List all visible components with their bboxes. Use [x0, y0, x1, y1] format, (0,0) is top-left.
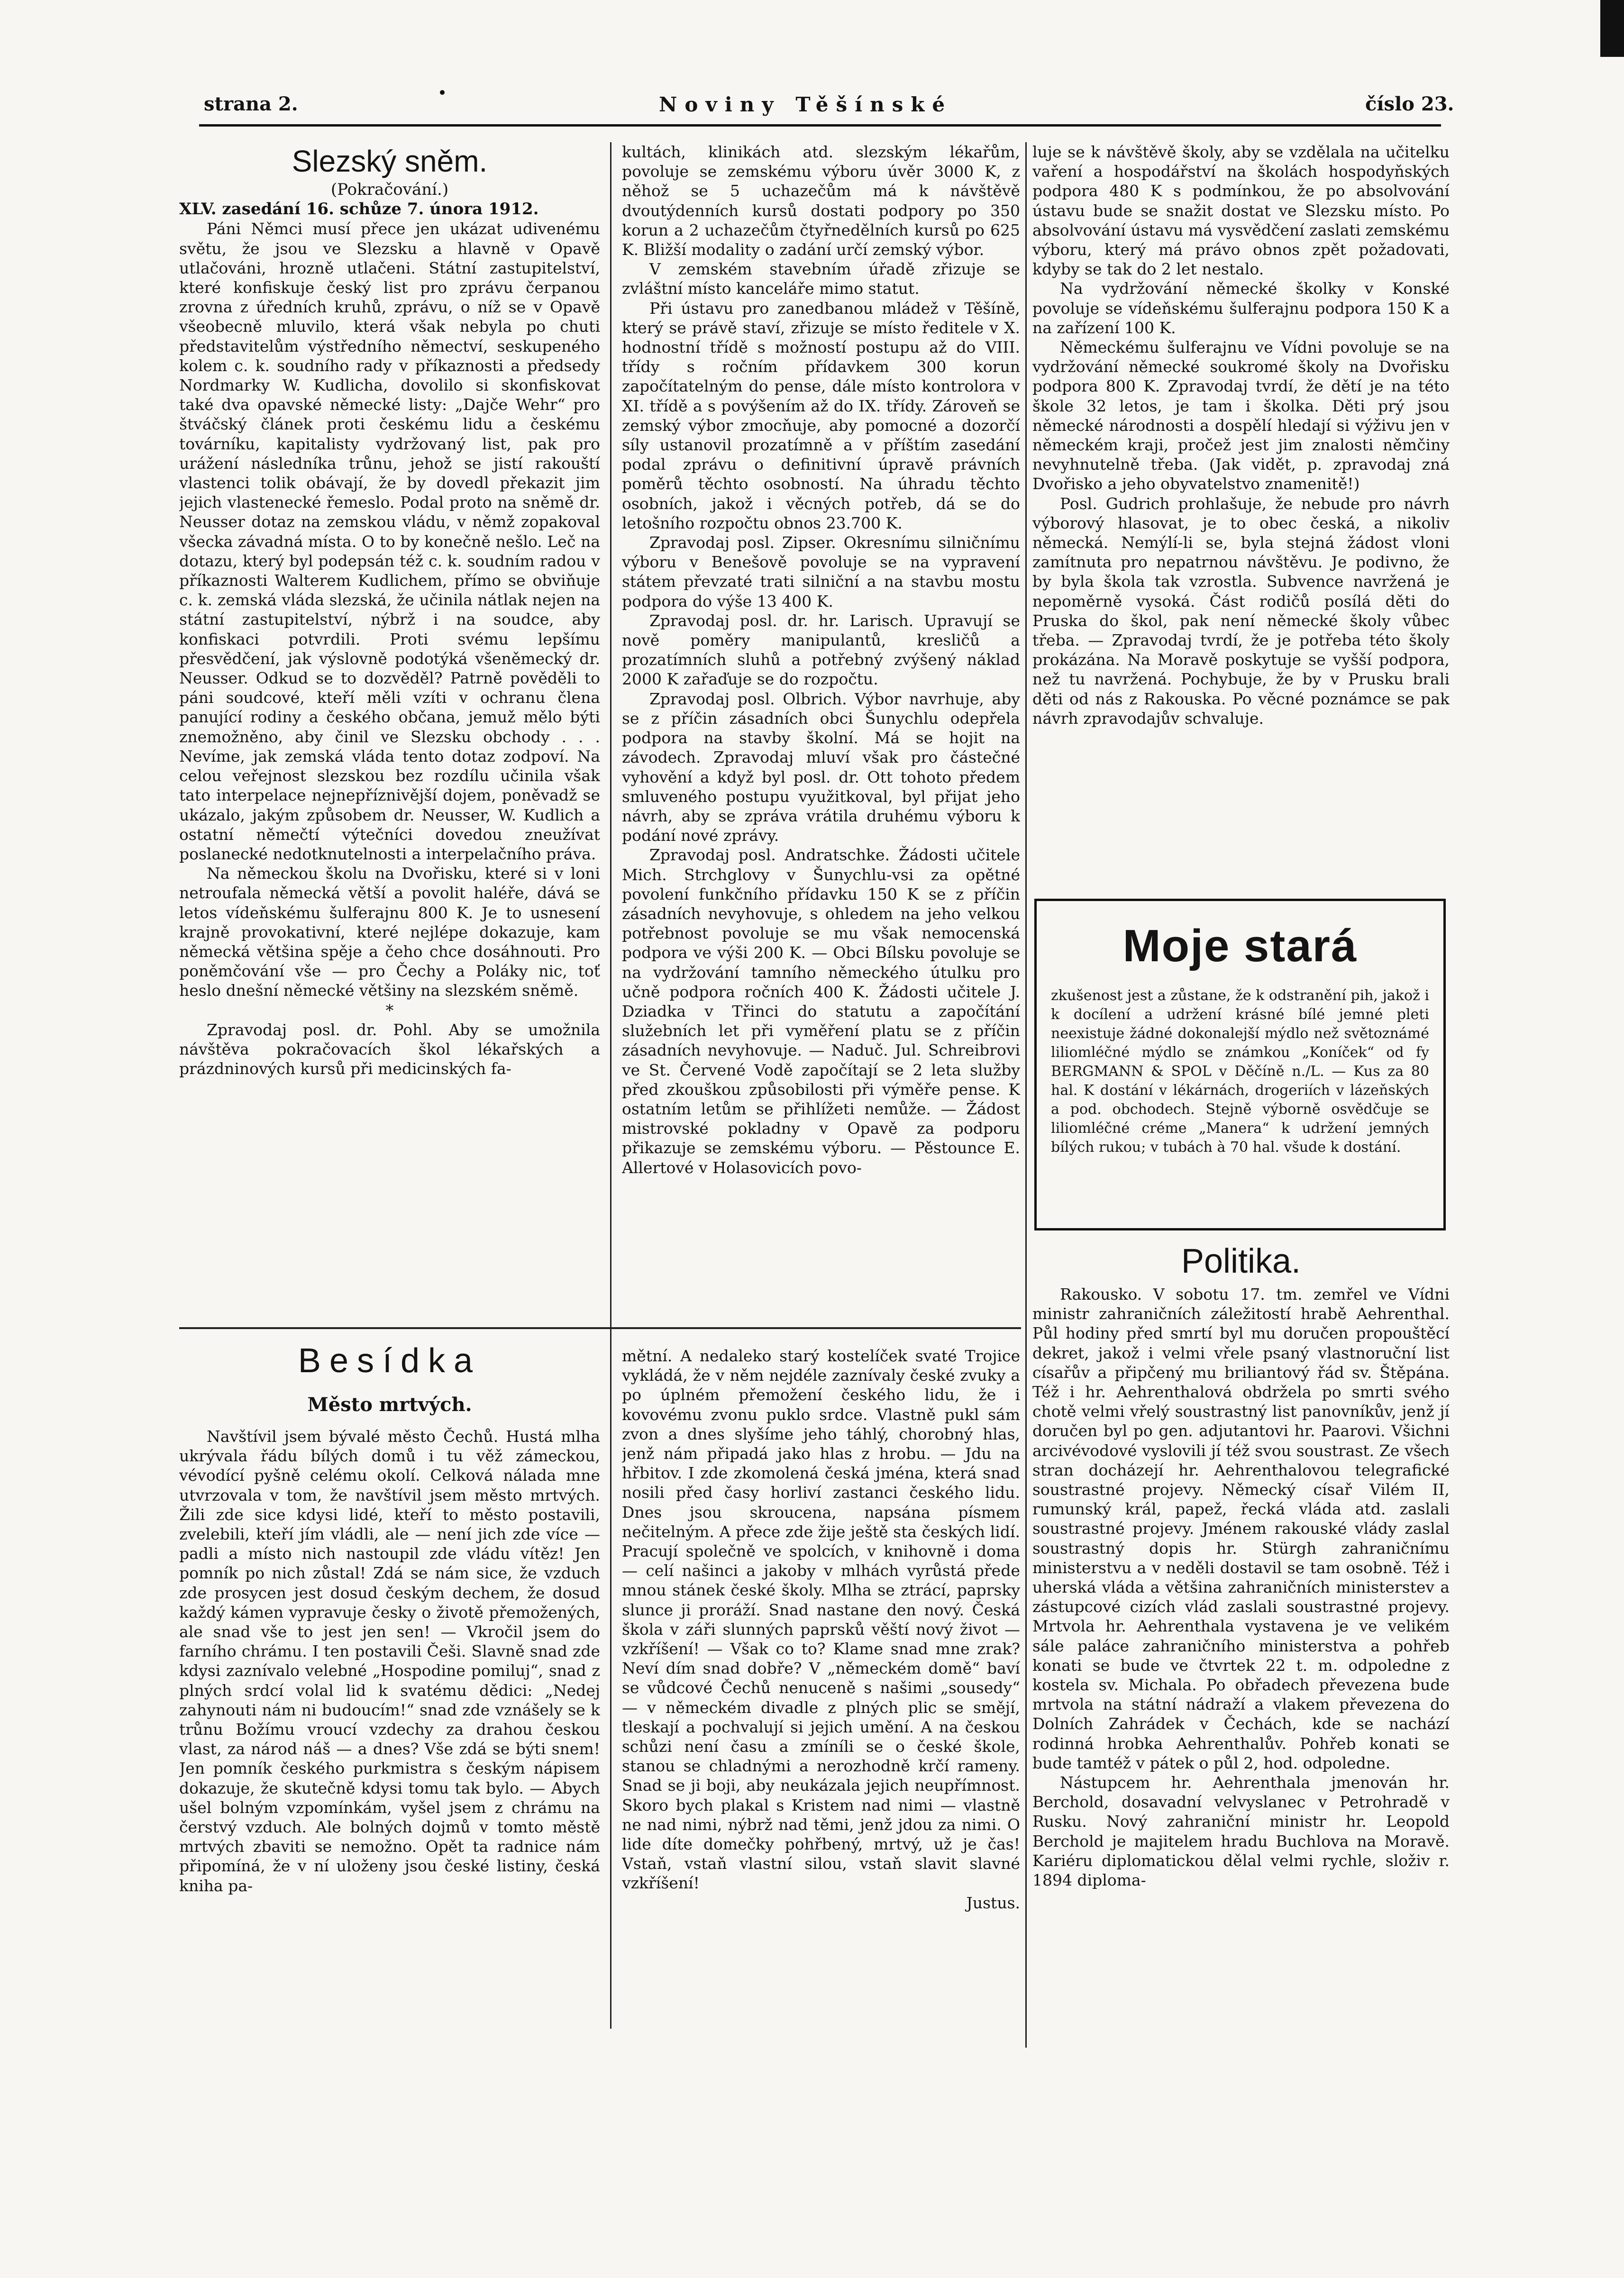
column-slezsky-snem — [179, 142, 600, 1270]
separator-star: * — [385, 1001, 394, 1020]
besidka-heading: Besídka — [298, 1342, 482, 1380]
scan-edge-mark — [1600, 0, 1624, 57]
column-divider-2 — [1025, 142, 1027, 1356]
article-subtitle: (Pokračování.) — [330, 180, 449, 199]
paragraph: Německému šulferajnu ve Vídni povoluje se na vydržování německé soukromé školy na Dvořisku podpora 800 K. Zpravodaj tvrdí, že dětí je na této škole 32 letos, je tam i školka. Děti prý jsou německé národnosti a dospělí hledají si výživu jen v německém kraji, pročež jest jim znalosti němčiny nevyhnutelně třeba. (Jak vidět, p. zpravodaj zná Dvořisko a jeho obyvatelstvo znamenitě!) — [1032, 338, 1450, 493]
paragraph: Zpravodaj posl. Olbrich. Výbor navrhuje, aby se z příčin zásadních obci Šunychlu odepřela podpora na stavby školní. Má se hojit na závodech. Zpravodaj mluví však pro částečné vyhovění a když byl posl. dr. Ott tohoto předem smluveného postupu využitkoval, byl přijat jeho návrh, aby se zpráva vrátila druhému výboru k podání nové zprávy. — [622, 689, 1020, 845]
paragraph: luje se k návštěvě školy, aby se vzdělala na učitelku vaření a hospodářství na školách hospodyňských podpora 480 K s podmínkou, že po absolvování ústavu bude se snažit dostat ve Slezsku místo. Po absolvování ústavu má vysvědčení zaslati zemskému výboru, který má právo obnos zpět požadovati, kdyby se tak do 2 let nestalo. — [1032, 143, 1450, 279]
ad-title: Moje stará — [1122, 920, 1358, 971]
paragraph: mětní. A nedaleko starý kostelíček svaté Trojice vykládá, že v něm nejdéle zaznívaly české zvuky a po úplném přemožení českého lidu, že i kovovému zvonu puklo srdce. Vlastně pukl sám zvon a dnes slyšíme jeho táhlý, chorobný hlas, jenž nám připadá jako hlas z hrobu. — Jdu na hřbitov. I zde zkomolená česká jména, která snad nosili před časy horliví zastanci českého lidu. Dnes jsou skroucena, napsána písmem nečitelným. A přece zde žije ještě sta českých lidí. Pracují společně ve spolcích, v knihovně i doma — celí našinci a jakoby v mlhách vyrůstá přede mnou stánek české školy. Mlha se ztrácí, paprsky slunce ji proráží. Snad nastane den nový. Česká škola v záři slunných paprsků věští nový život — vzkříšení! — Však co to? Klame snad mne zrak? Neví dím snad dobře? V „německém domě“ baví se vůdcové Čechů nenuceně s našimi „sousedy“ — v německém divadle z plných plic se smějí, tleskají a pochvalují si jejich umění. A na českou schůzi není času a zmíníli se o české škole, stanou se chladnými a nerozhodně krčí rameny. Snad se ji boji, aby neukázala jejich neupřímnost. Skoro bych plakal s Kristem nad nimi — vlastně ne nad nimi, nýbrž nad těmi, jenž jdou za nimi. O lide díte domečky pohřbený, mrtvý, už je čas! Vstaň, vstaň vlastní silou, vstaň slavit slavné vzkříšení! — [622, 1347, 1020, 1893]
column-3-top — [1032, 142, 1450, 872]
column-politika — [1032, 1285, 1450, 2048]
column-2-top — [622, 142, 1020, 1270]
column-besidka-2 — [622, 1346, 1020, 2029]
story-title: Město mrtvých. — [307, 1394, 472, 1416]
signature: Justus. — [966, 1893, 1020, 1912]
paragraph: kultách, klinikách atd. slezským lékařům, povoluje se zemskému výboru úvěr 3000 K, z něhož se 5 uchazečům má k návštěvě dvoutýdenních kursů dostati podpory po 350 korun a 2 uchazečům čtyřnedělních kursů po 625 K. Bližší modality o zadání určí zemský výbor. — [622, 143, 1020, 259]
column-divider-4 — [1025, 1280, 1027, 2048]
paragraph: Na německou školu na Dvořisku, které si v loni netroufala německá větší a povolit haléře, dává se letos vídeňskému šulferajnu 800 K. Je to usnesení krajně provokativní, které nejlépe dokazuje, kam německá většina spěje a čeho chce dosáhnouti. Pro poněmčování vše — pro Čechy a Poláky nic, toť heslo dnešní německé většiny na slezském sněmě. — [179, 864, 600, 1000]
politika-heading: Politika. — [1181, 1242, 1301, 1280]
paragraph: Zpravodaj posl. Andratschke. Žádosti učitele Mich. Strchglovy v Šunychlu-vsi za opětné povolení funkčního přídavku 150 K se z příčin zásadních nevyhovuje, s ohledem na jeho velkou potřebnost povoluje se mu však nemocenská podpora ve výši 200 K. — Obci Bílsku povoluje se na vydržování tamního německého útulku pro učně podpora ročních 400 K. Žádosti učitele J. Dziadka v Třinci do statutu a započítání služebních let při vyměření platu se z příčin zásadních nevyhovuje. — Naduč. Jul. Schreibrovi ve St. Červené Vodě započítají se 2 leta služby před zkouškou způsobilosti při výměře pense. K ostatním letům se přihlížeti nemůže. — Žádost mistrovské pokladny v Opavě za podporu přikazuje se zemskému výboru. — Pěstounce E. Allertové v Holasovicích povo- — [622, 846, 1020, 1177]
column-besidka-1 — [179, 1427, 600, 2048]
paragraph: Posl. Gudrich prohlašuje, že nebude pro návrh výborový hlasovat, je to obec česká, a nikoliv německá. Nemýlí-li se, byla stejná žádost vloni zamítnuta pro nepatrnou návštěvu. Je podivno, že by byla škola tak vzrostla. Subvence navržená je nepoměrně vysoká. Část rodičů posílá děti do Pruska do škol, pak není německé školy vůbec třeba. — Zpravodaj tvrdí, že je potřeba této školy prokázána. Na Moravě poskytuje se vyšší podpora, než tu navržená. Pochybuje, že by v Prusku brali děti od nás z Rakouska. Po věcné poznámce se pak návrh zpravodajův schvaluje. — [1032, 494, 1450, 728]
paragraph: Nástupcem hr. Aehrenthala jmenován hr. Berchold, dosavadní velvyslanec v Petrohradě v Rusku. Nový zahraniční ministr hr. Leopold Berchold je majitelem hradu Buchlova na Moravě. Kariéru diplomatickou dělal velmi rychle, složiv r. 1894 diploma- — [1032, 1773, 1450, 1890]
paragraph: V zemském stavebním úřadě zřizuje se zvláštní místo kanceláře mimo statut. — [622, 260, 1020, 298]
ad-text: zkušenost jest a zůstane, že k odstranění pih, jakož i k docílení a udržení krásné bílé jemné pleti neexistuje žádné dokonalejší mýdlo než světoznámé liliomléčné mýdlo se známkou „Koníček“ od fy BERGMANN & SPOL v Děčíně n./L. — Kus za 80 hal. K dostání v lékárnách, drogeriích v lázeňských a pod. obchodech. Stejně výborně osvědčuje se liliomléčné créme „Manera“ k udržení jemných bílých rukou; v tubách à 70 hal. všude k dostání. — [1051, 987, 1429, 1156]
soap-advertisement — [1034, 899, 1446, 1230]
article-title: Slezský sněm. — [292, 144, 488, 178]
paragraph: Zpravodaj posl. dr. hr. Larisch. Upravují se nově poměry manipulantů, kresličů a prozatímních sluhů a potřebný zvýšený náklad 2000 K zařaďuje se do rozpočtu. — [622, 611, 1020, 689]
column-divider-1 — [610, 142, 611, 1346]
header-rule — [199, 124, 1441, 127]
session-line: XLV. zasedání 16. schůze 7. února 1912. — [179, 200, 539, 219]
newspaper-title: Noviny Těšínské — [659, 93, 953, 116]
paragraph: Rakousko. V sobotu 17. tm. zemřel ve Vídni ministr zahraničních záležitostí hrabě Aehrenthal. Půl hodiny před smrtí byl mu doručen propouštěcí dekret, jakož i velmi vřele psaný vlastnoruční list císařův a připčený mu briliantový řád sv. Štěpána. Též i hr. Aehrenthalová obdržela po smrti svého chotě velmi vřelý soustrastný list panovníkův, jenž jí doručen byl po gen. adjutantovi hr. Paarovi. Všichni arcivévodové vyslovili jí též svou soustrast. Ze všech stran docházejí hr. Aehrenthalovou telegrafické soustrastné projevy. Německý císař Vilém II, rumunský král, papež, řecká vláda atd. zaslali soustrastné projevy. Jménem rakouské vlády zaslal soustrastný dopis hr. Stürgh zahraničnímu ministerstvu a v neděli dostavil se tam osobně. Též i uherská vláda a většina zahraničních ministerstev a zástupcové cizích vlád zaslali soustrastné projevy. Mrtvola hr. Aehrenthala vystavena je ve velikém sále paláce zahraničního ministerstva a pohřeb konati se bude ve čtvrtek 22 t. m. odpoledne z kostela sv. Michala. Po obřadech převezena bude mrtvola na státní nádraží a vlakem převezena do Dolních Zahrádek v Čechách, kde se nachází rodinná hrobka Aehrenthalův. Pohřeb konati se bude tamtéž v pátek o půl 2, hod. odpoledne. — [1032, 1285, 1450, 1772]
page-number: strana 2. — [204, 93, 298, 115]
paragraph: Na vydržování německé školky v Konské povoluje se vídeňskému šulferajnu podpora 150 K a na zařízení 100 K. — [1032, 279, 1450, 337]
paragraph: Navštívil jsem bývalé město Čechů. Hustá mlha ukrývala řádu bílých domů i tu věž zámeckou, vévodící pyšně celému okolí. Celková nálada mne utvrzovala v tom, že navštívil jsem město mrtvých. Žili zde sice kdysi lidé, kteří to město postavili, zvelebili, kteří jím vládli, ale — není jich zde více — padli a místo nich nastoupil zde vládu vítěz! Jen pomník po nich zůstal! Zdá se nám sice, že vzduch zde prosycen jest dosud českým dechem, že dosud každý kámen vypravuje česky o životě přemožených, ale snad vše to jest jen sen! — Vkročil jsem do farního chrámu. I ten postavili Češi. Slavně snad zde kdysi zaznívalo velebné „Hospodine pomiluj“, snad z plných srdcí volal lid k svatému dědici: „Nedej zahynouti nám ni budoucím!“ snad zde vznášely se k trůnu Božímu vroucí vzdechy za drahou českou vlast, za národ náš — a dnes? Vše zdá se býti snem! Jen pomník českého purkmistra s českým nápisem dokazuje, že skutečně kdysi tomu tak bylo. — Abych ušel bolným vzpomínkám, vyšel jsem z chrámu na čerstvý vzduch. Ale bolných dojmů v tomto městě mrtvých zbaviti se nemožno. Opět ta radnice nám připomíná, že v ní uloženy jsou české listiny, česká kniha pa- — [179, 1427, 600, 1895]
column-divider-3 — [610, 1346, 611, 2029]
print-dot — [440, 90, 445, 95]
section-rule — [179, 1327, 1021, 1329]
paragraph: Při ústavu pro zanedbanou mládež v Těšíně, který se právě staví, zřizuje se místo ředitele v X. hodnostní třídě s možností postupu až do VIII. třídy s ročním přídavkem 300 korun započítatelným do pense, dále místo kontrolora v XI. třídě a s povýšením až do IX. třídy. Zároveň se zemský výbor zmocňuje, aby pomocné a dozorčí síly ustanovil prozatímně a v příštím zasedání podal zprávu o definitivní úpravě právních poměrů těchto osobností. Na úhradu těchto osobních, jakož i věcných potřeb, dá se do letošního rozpočtu obnos 23.700 K. — [622, 299, 1020, 532]
paragraph: Zpravodaj posl. Zipser. Okresnímu silničnímu výboru v Benešově povoluje se na vypravení státem převzaté trati silniční a na stavbu mostu podpora do výše 13 400 K. — [622, 533, 1020, 611]
paragraph: Zpravodaj posl. dr. Pohl. Aby se umožnila návštěva pokračovacích škol lékařských a prázdninových kursů při medicinských fa- — [179, 1020, 600, 1078]
issue-number: číslo 23. — [1365, 93, 1454, 115]
paragraph: Páni Němci musí přece jen ukázat udivenému světu, že jsou ve Slezsku a hlavně v Opavě utlačováni, hrozně utlačeni. Státní zastupitelství, které konfiskuje český list pro zprávu čerpanou zrovna z úředních kruhů, zprávu, o níž se v Opavě všeobecně mluvilo, která však nebyla po chuti představitelům výstředního němectví, seskupeného kolem c. k. soudního rady v příkaznosti a předsedy Nordmarky W. Kudlicha, dovolilo si skonfiskovat také dva opavské německé listy: „Dajče Wehr“ pro štváčský článek proti českému lidu a českému továrníku, kapitalisty vydržovaný list, pak pro urážení následníka trůnu, jehož se jistí rakouští vlastenci tolik obávají, že by dovedl překazit jim jejich vlastenecké řemeslo. Podal proto na sněmě dr. Neusser dotaz na zemskou vládu, v němž zopakoval všecka závadná místa. O to by konečně nešlo. Leč na dotazu, který byl podepsán též c. k. soudním radou v příkaznosti Walterem Kudlichem, přímo se obviňuje c. k. zemská vláda slezská, že učinila nátlak nejen na státní zastupitelství, nýbrž i na soudce, aby konfiskaci potvrdili. Proti svému lepšímu přesvědčení, jak výslovně podotýká všeněmecký dr. Neusser. Odkud se to dozvěděl? Patrně pověděli to páni soudcové, kteří měli vzíti v ochranu člena panující rodiny a českého občana, jemuž mělo býti znemožněno, aby činil ve Slezsku obchody . . . Nevíme, jak zemská vláda tento dotaz zodpoví. Na celou veřejnost slezskou bez rozdílu učinila však tato interpelace nejnepříznivější dojem, poněvadž se ukázalo, jakým způsobem dr. Neusser, W. Kudlich a ostatní němečtí výtečníci dovedou zneužívat poslanecké nedotknutelnosti a interpelačního práva. — [179, 219, 600, 863]
